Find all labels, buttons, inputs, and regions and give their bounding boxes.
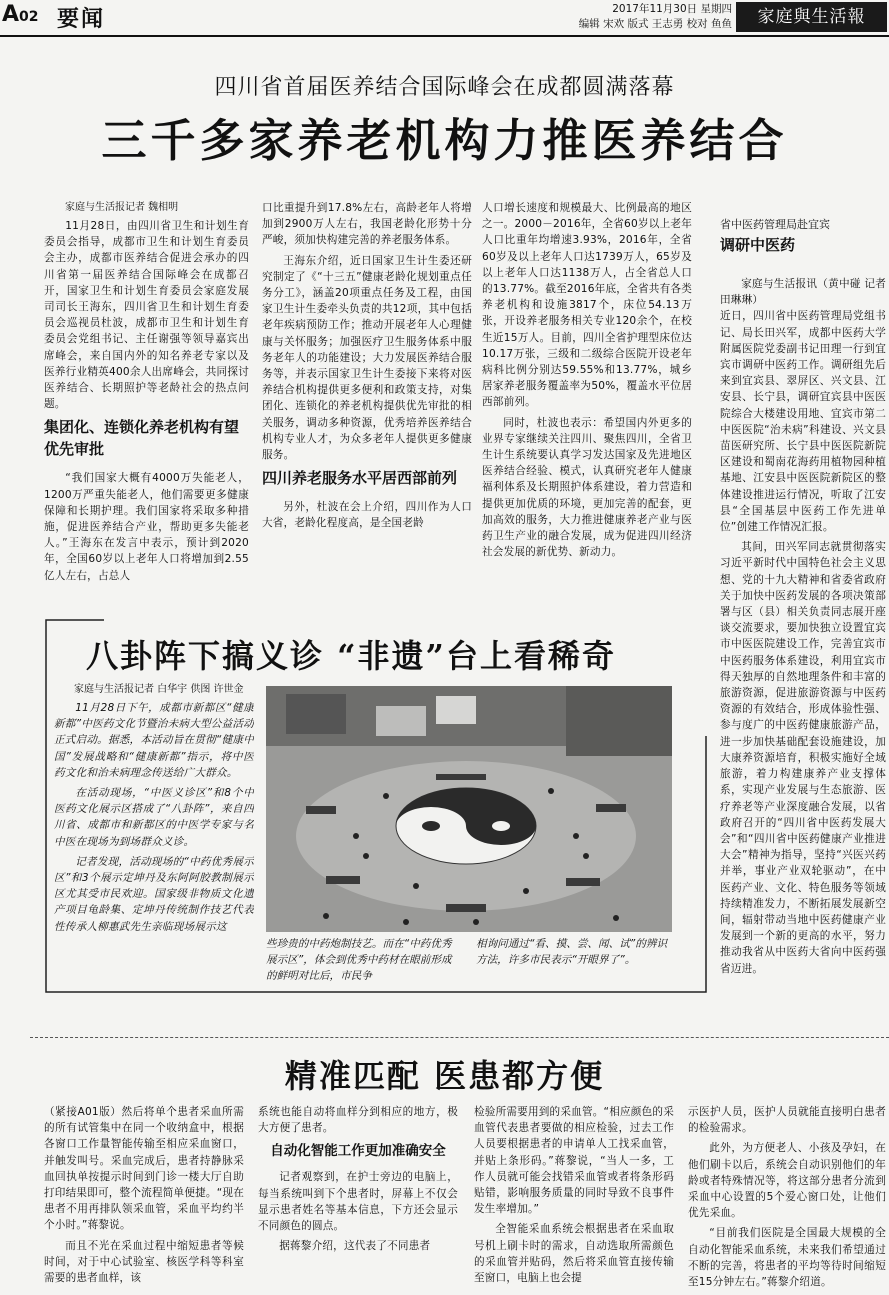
header-rule: [0, 35, 889, 37]
story3-paragraph: 示医护人员，医护人员就能直接明白患者的检验需求。: [688, 1106, 886, 1135]
issue-info: [560, 2, 732, 32]
side-paragraph: 其间，田兴军同志就贯彻落实习近平新时代中国特色社会主义思想、党的十九大精神和省委省政府关于加快中医药发展的各项决策部署与区（县）相关负责同志展开座谈交流要求，要加快独立设置宜宾市中医医院建设工作，完善宜宾市中医药服务体系建设，利用宜宾市得天独厚的自然地理条件和丰富的旅游资源，促进旅游资源与中医药资源的有效结合，形成体验性强、参与度广的中医药健康旅游产品，进一步加快基础配套设施建设，加大康养资源培育，积极实施好全域旅游，着力构建康养产业支撑体系，实现产业发展与生态旅游、医疗养老等产业深度融合发展，以省政府召开的“四川省中医药发展大会”和“四川省中医药健康产业推进大会”精神为指导，坚持“兴医兴药并举，事业产业双轮驱动”，在中医药产业、文化、特色服务等领域持续精准发力，不断拓展发展新空间，辐射带动当地中医药健康产业发展到一个新的更高的水平，努力推动我省从中医药大省向中医药强省迈进。: [720, 541, 886, 975]
lead-subhead-2: 四川养老服务水平居西部前列: [262, 469, 458, 488]
event-photo: [266, 686, 672, 932]
story2-column: [54, 682, 254, 982]
story3-paragraph: 检验所需要用到的采血管。“相应颜色的采血管代表患者要做的相应检验，过去工作人员要根据患者的申请单人工找采血管，并贴上条形码。”蒋黎说，“当人一多，工作人员就可能会找错采血管或者将条形码贴错，影响服务质量的同时导致不良事件发生率增加。”: [474, 1106, 674, 1216]
story3-paragraph: 此外，为方便老人、小孩及孕妇，在他们刷卡以后，系统会自动识别他们的年龄或者特殊情况等，将这部分患者分流到采血中心设置的5个爱心窗口处，让他们优先采血。: [688, 1142, 886, 1220]
side-paragraph: 近日，四川省中医药管理局党组书记、局长田兴军，成都中医药大学附属医院党委副书记田理一行到宜宾市调研中医药工作。调研组先后来到宜宾县、翠屏区、兴文县、江安县、长宁县，调研宜宾县中医医院综合大楼建设用地、宜宾市第二中医医院“治未病”科建设、兴文县苗医研究所、长宁县中医医院新院区建设和蜀南花海药用植物园种植基地、江安县中医医院新院区的整体建设推进运行情况，听取了江安县“全国基层中医药工作先进单位”创建工作情况汇报。: [720, 310, 886, 534]
lead-paragraph: 11月28日，由四川省卫生和计划生育委员会指导，成都市卫生和计划生育委员会主办，成都市医养结合促进会承办的四川省第一届医养结合国际峰会在成都召开，国家卫生和计划生育委员会家庭发展司司长王海东，四川省卫生和计划生育委员会巡视员杜波，成都市卫生和计划生育委员会党组书记、主任谢强等领导嘉宾出席峰会，来自国内外的知名养老专家以及医养行业精英400余人出席峰会，共同探讨医养结合、长期照护等老龄社会的热点问题。: [44, 220, 249, 411]
side-headline: 调研中医药: [720, 236, 796, 254]
issue-date: 2017年11月30日 星期四: [612, 3, 732, 15]
caption-left: 些珍贵的中药炮制技艺。而在“中药优秀展示区”，体会到优秀中药材在眼前形成的鲜明对比后，市民争: [266, 938, 452, 982]
story2-byline: 家庭与生活报记者 白华宇 供图 许世金: [74, 684, 244, 695]
story3-column-4: [688, 1104, 886, 1294]
section-divider: [30, 1037, 889, 1038]
story2-headline: 八卦阵下搞义诊 “非遗”台上看稀奇: [86, 637, 616, 675]
story3-subhead: 自动化智能工作更加准确安全: [270, 1143, 446, 1160]
lead-column-2: [262, 200, 472, 595]
side-byline: 家庭与生活报讯（黄中碰 记者 田琳琳）: [720, 278, 886, 307]
editor-credits: 编辑 宋欢 版式 王志勇 校对 鱼鱼: [578, 18, 732, 30]
yin-yang-icon: [396, 788, 536, 864]
photo-illustration: [266, 686, 672, 932]
lead-byline: 家庭与生活报记者 魏相明: [65, 202, 179, 213]
lead-kicker: 四川省首届医养结合国际峰会在成都圆满落幕: [214, 75, 675, 100]
story3-headline: 精准匹配 医患都方便: [284, 1057, 605, 1095]
story3-column-3: [474, 1104, 674, 1294]
story2-paragraph: 记者发现，活动现场的“中药优秀展示区”和3个展示定坤丹及东阿阿胶教制展示区尤其受市民欢迎。国家级非物质文化遗产项目龟龄集、定坤丹传统制作技艺代表性传承人柳惠武先生亲临现场展示这: [54, 855, 254, 933]
section-name: 要闻: [57, 7, 106, 32]
lead-paragraph: 人口增长速度和规模最大、比例最高的地区之一。2000－2016年，全省60岁以上老年人口比重年均增速3.93%，2016年，全省60岁及以上老年人口达1739万人，65岁及以上老年人口达1138万人，占全省总人口的13.77%。截至2016年底，全省共有各类养老机构和设施3817个，床位54.13万张，开设养老服务相关专业120余个，在校生近15万人。目前，四川全省护理型床位达10.17万张，三级和二级综合医院开设老年病科比例分别达59.55%和13.77%，城乡居家养老服务覆盖率为50%，覆盖水平位居西部前列。: [482, 202, 692, 409]
story3-paragraph: （紧接A01版）然后将单个患者采血所需的所有试管集中在同一个收纳盒中，根据各窗口工作量智能传输至相应采血窗口，并触发叫号。采血完成后，患者持静脉采血回执单按提示时间到门诊一楼大厅自助打印结果即可，整个流程简单便捷。“现在患者不用再排队领采血管，采血平均约半个小时。”蒋黎说。: [44, 1106, 244, 1232]
story3-column-2: [258, 1104, 458, 1294]
story3-paragraph: 全智能采血系统会根据患者在采血取号机上刷卡时的需求，自动选取所需颜色的采血管并贴码，然后将采血管直接传输至窗口，电脑上也会提: [474, 1223, 674, 1285]
side-kicker: 省中医药管理局赴宜宾: [720, 218, 830, 231]
story3-paragraph: 系统也能自动将血样分到相应的地方，极大方便了患者。: [258, 1106, 458, 1135]
lead-subhead-1: 集团化、连锁化养老机构有望优先审批: [44, 418, 240, 459]
masthead: [0, 0, 889, 38]
lead-column-3: [482, 200, 692, 595]
newspaper-brand: 家庭與生活報: [736, 2, 887, 32]
story2-paragraph: 在活动现场，“中医义诊区”和8个中医药文化展示区搭成了“八卦阵”，来自四川省、成都市和新都区的中医学专家与名中医在现场为到场群众义诊。: [54, 787, 254, 848]
story3-paragraph: 而且不光在采血过程中缩短患者等候时间，对于中心试验室、核医学科等科室需要的患者血样，该: [44, 1239, 244, 1285]
story3-column-1: [44, 1104, 244, 1294]
lead-headline: 三千多家养老机构力推医养结合: [101, 114, 788, 167]
story3-paragraph: 据蒋黎介绍，这代表了不同患者: [279, 1240, 431, 1253]
story2-paragraph: 11月28日下午，成都市新都区“健康新都”中医药文化节暨治未病大型公益活动正式启动。据悉，本活动旨在贯彻“健康中国”发展战略和“健康新都”指示，将中医药文化和治未病理念传送给广大群众。: [54, 702, 254, 779]
lead-paragraph: 另外，杜波在会上介绍，四川作为人口大省，老龄化程度高，是全国老龄: [262, 501, 472, 530]
lead-paragraph: “我们国家大概有4000万失能老人，1200万严重失能老人，他们需要更多健康保障和长期护理。我们国家将采取多种措施，促进医养结合产业，帮助更多失能老人。”王海东在发言中表示，预计到2020年，全国60岁以上老年人口将增加到2.55亿人左右，占总人: [44, 472, 249, 582]
caption-right: 相询问通过“看、摸、尝、闻、试”的辨识方法，许多市民表示“开眼界了”。: [476, 938, 668, 966]
lead-column-1: [44, 200, 249, 595]
lead-paragraph: 王海东介绍，近日国家卫生计生委还研究制定了《“十三五”健康老龄化规划重点任务分工》，涵盖20项重点任务及工程，由国家卫生计生委牵头负责的共12项，其中包括老年疾病预防工作；推动开展老年人心理健康与关怀服务；加强医疗卫生服务体系中服务老年人的功能建设；大力发展医养结合服务等，并表示国家卫生计生委接下来将对医养结合机构提供更多便利和政策支持，对集团化、连锁化的养老机构提供优先审批的相关服务，调动多种资源，优秀培养医养结合机构专业人才，为众多老年人提供更多健康服务。: [262, 254, 472, 462]
story3-paragraph: 记者观察到，在护士旁边的电脑上，每当系统叫到下个患者时，屏幕上不仅会显示患者姓名等基本信息，下方还会显示不同颜色的圆点。: [258, 1171, 458, 1233]
lead-paragraph: 同时，杜波也表示：希望国内外更多的业界专家继续关注四川、聚焦四川，全省卫生计生系统要认真学习发达国家及先进地区医养结合经验、模式，认真研究老年人健康福利体系及长期照护体系建设，着力营造和提供更加优质的环境，更加完善的配套，更加高效的服务，大力推进健康养老产业与医药卫生产业的融合发展，成为促进四川经济社会发展的新优势、新动力。: [482, 416, 692, 559]
side-column: [720, 276, 886, 1016]
story3-paragraph: “目前我们医院是全国最大规模的全自动化智能采血系统，未来我们希望通过不断的完善，将患者的平均等待时间缩短至15分钟左右。”蒋黎介绍道。: [688, 1227, 886, 1289]
lead-paragraph: 口比重提升到17.8%左右，高龄老年人将增加到2900万人左右，我国老龄化形势十分严峻，须加快构建完善的养老服务体系。: [262, 202, 472, 247]
page-number: A02: [2, 2, 39, 27]
